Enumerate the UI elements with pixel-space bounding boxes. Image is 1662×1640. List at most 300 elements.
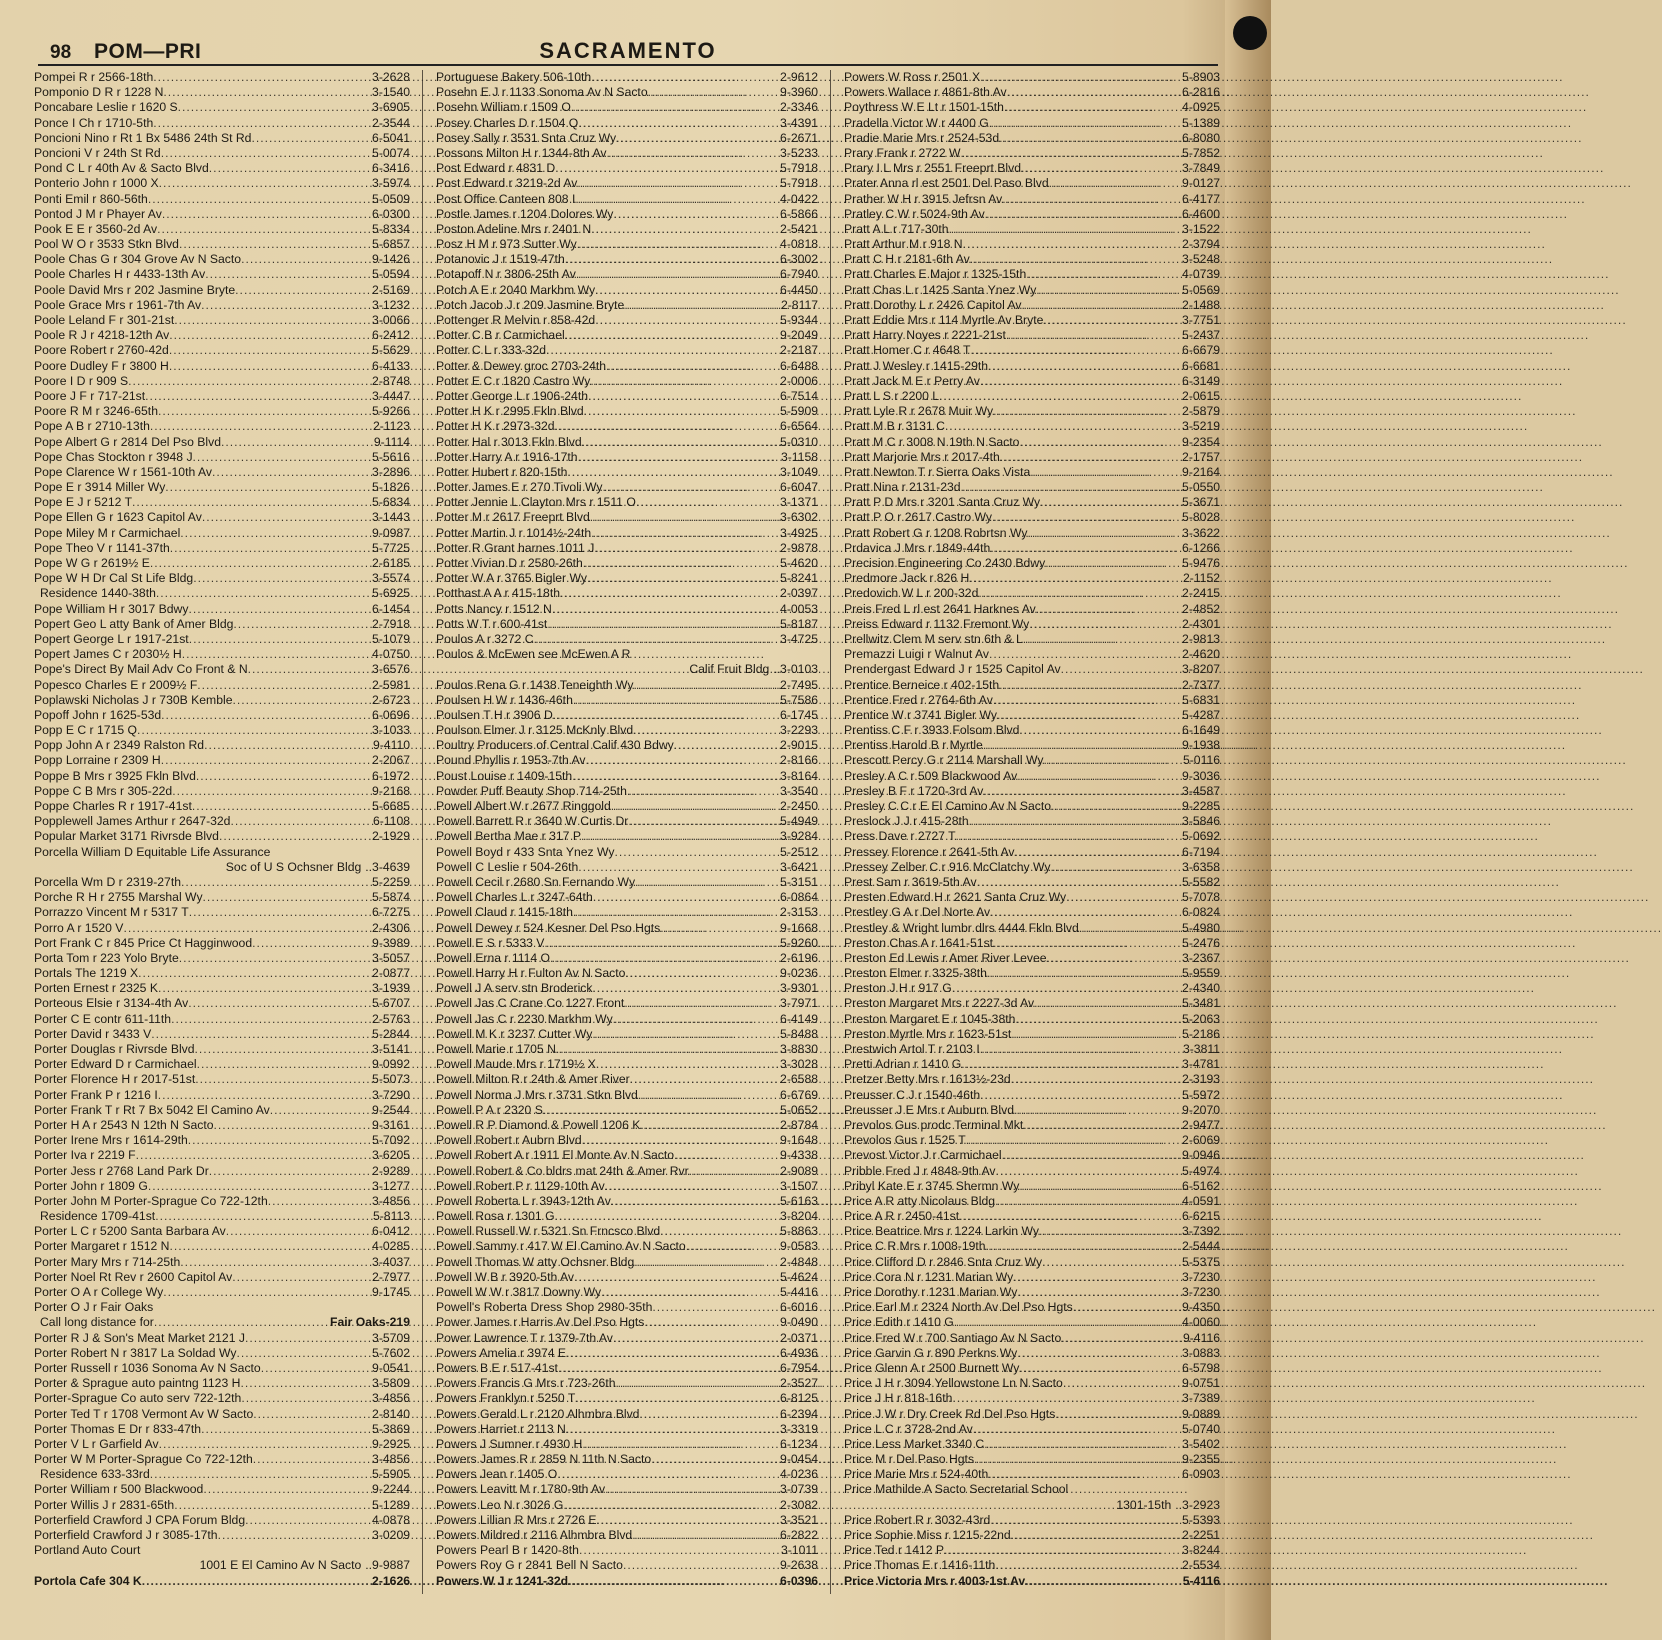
listing-continuation: [34, 860, 410, 875]
listing-entry: [34, 571, 410, 586]
phone-number: 2-5981: [372, 677, 410, 692]
listing-name: Powell Boyd r 433 Snta Ynez Wy: [436, 844, 615, 859]
listing-name: Powder Puff Beauty Shop 714-25th: [436, 783, 627, 798]
listing-name: Porcella Wm D r 2319-27th: [34, 874, 181, 889]
listing-name: Poore Dudley F r 3800 H: [34, 358, 169, 373]
leader-dots: [212, 465, 372, 480]
leader-dots: [555, 419, 780, 434]
phone-number: 3-4925: [780, 525, 818, 540]
listing-entry: [844, 1528, 1220, 1543]
leader-dots: [980, 1088, 1182, 1103]
listing-name: Powell Barrett R r 3640 W Curtis Dr: [436, 814, 629, 829]
phone-number: 5-0594: [372, 267, 410, 282]
listing-name: Pratt Newton T r Sierra Oaks Vista: [844, 464, 1031, 479]
phone-number: 3-0103: [780, 662, 818, 677]
listing-entry: [436, 1148, 818, 1163]
phone-number: 9-2354: [1182, 434, 1220, 449]
listing-entry: [436, 510, 818, 525]
phone-number: 3-4587: [1182, 783, 1220, 798]
phone-number: 2-9878: [780, 540, 818, 555]
listing-name: Preston Ed Lewis r Amer River Levee: [844, 950, 1047, 965]
listing-entry: [844, 1437, 1220, 1452]
listing-entry: [436, 343, 818, 358]
phone-number: 9-1114: [373, 434, 410, 449]
phone-number: 5-7602: [372, 1345, 410, 1360]
listing-entry: [436, 1179, 818, 1194]
leader-dots: [573, 905, 780, 920]
listing-name: Pratt Robert G r 1208 Robrtsn Wy: [844, 525, 1028, 540]
leader-dots: [226, 1224, 372, 1239]
phone-number: 3-2293: [780, 723, 818, 738]
listing-name: Prentice W r 3741 Bigler Wy: [844, 707, 997, 722]
listing-name: Presley A C r 509 Blackwood Av: [844, 768, 1018, 783]
listing-name: Price Glenn A r 2500 Burnett Wy: [844, 1360, 1020, 1375]
phone-number: 3-8204: [780, 1209, 818, 1224]
listing-name: Prentiss C F r 3933 Folsom Blvd: [844, 723, 1020, 738]
phone-number: 3-6576: [372, 662, 410, 677]
phone-number: 6-1454: [372, 601, 410, 616]
leader-dots: [956, 829, 1183, 844]
listing-name: Powers Roy G r 2841 Bell N Sacto: [436, 1558, 623, 1573]
phone-number: 2-0397: [780, 586, 818, 601]
listing-name: Porter David r 3433 V: [34, 1026, 152, 1041]
leader-dots: ..: [1175, 1497, 1183, 1512]
listing-name: Portuguese Bakery 506-10th: [436, 70, 592, 84]
listing-name: Pound Phyllis r 1953-7th Av: [436, 753, 586, 768]
phone-number: 9-3960: [780, 85, 818, 100]
listing-entry: [436, 617, 818, 632]
listing-entry: [436, 890, 818, 905]
listing-name: Porrazzo Vincent M r 5317 T: [34, 905, 189, 920]
phone-number: 2-2067: [372, 753, 410, 768]
listing-name: Pratt Dorothy L r 2426 Capitol Av: [844, 297, 1022, 312]
phone-number: 5-0310: [780, 434, 818, 449]
listing-name: Potter R Grant harnes 1011 J: [436, 540, 595, 555]
listing-name: Pribyl Kate E r 3745 Shermn Wy: [844, 1178, 1020, 1193]
listing-name: Price Robert R r 3032-43rd: [844, 1512, 991, 1527]
phone-number: 3-2367: [1182, 950, 1220, 965]
listing-name: Price Cora N r 1231 Marian Wy: [844, 1269, 1014, 1284]
phone-number: 9-0751: [1182, 1376, 1220, 1391]
listing-entry: [436, 1118, 818, 1133]
listing-entry: [844, 875, 1220, 890]
listing-entry: [436, 267, 818, 282]
listing-name: Prevolos Gus prodc Terminal Mkt: [844, 1117, 1024, 1132]
leader-dots: [584, 404, 780, 419]
listing-entry: [844, 404, 1220, 419]
listing-name: Powers W J r 1241-32d: [436, 1573, 569, 1588]
leader-dots: [219, 829, 372, 844]
phone-number: 6-6488: [780, 358, 818, 373]
leader-dots: [203, 1482, 372, 1497]
leader-dots: [578, 116, 780, 131]
phone-number: 3-4856: [372, 1193, 410, 1208]
leader-dots: [970, 252, 1182, 267]
leader-dots: [963, 237, 1183, 252]
leader-dots: [241, 1391, 372, 1406]
phone-number: 2-9612: [780, 70, 818, 84]
phone-number: 5-6707: [372, 996, 410, 1011]
phone-number: 2-6069: [1182, 1133, 1220, 1148]
listing-entry: [34, 510, 410, 525]
phone-number: 9-9887: [372, 1558, 410, 1573]
leader-dots: [959, 1209, 1182, 1224]
leader-dots: [583, 556, 780, 571]
leader-dots: [689, 1164, 780, 1179]
leader-dots: [132, 495, 372, 510]
listing-name: Potter Jennie L Clayton Mrs r 1511 O: [436, 495, 636, 510]
phone-number: 9-2355: [1182, 1452, 1220, 1467]
leader-dots: [1021, 161, 1182, 176]
phone-number: 6-5041: [372, 130, 410, 145]
listing-name: Pratt P O r 2617 Castro Wy: [844, 510, 992, 525]
listing-entry: [436, 784, 818, 799]
listing-entry: [34, 753, 410, 768]
phone-number: 2-2415: [1182, 586, 1220, 601]
phone-number: 9-3989: [372, 935, 410, 950]
phone-number: 3-0739: [780, 1482, 818, 1497]
leader-dots: [597, 1513, 781, 1528]
leader-dots: [605, 1179, 780, 1194]
listing-entry: [844, 389, 1220, 404]
phone-number: 3-1033: [372, 723, 410, 738]
leader-dots: [966, 1133, 1182, 1148]
leader-dots: [593, 890, 780, 905]
listing-entry: [844, 1407, 1220, 1422]
listing-entry: [436, 1209, 818, 1224]
leader-dots: [591, 222, 780, 237]
leader-dots: [233, 617, 372, 632]
leader-dots: [565, 328, 780, 343]
listing-entry: [436, 1452, 818, 1467]
listing-entry: [436, 921, 818, 936]
listing-name: Prest Sam r 3619-5th Av: [844, 874, 977, 889]
listing-entry: [436, 207, 818, 222]
leader-dots: [961, 146, 1183, 161]
listing-entry: [844, 313, 1220, 328]
listing-name: Ponti Emil r 860-56th: [34, 191, 148, 206]
listing-entry: [844, 784, 1220, 799]
listing-name: Preston J H r 917 G: [844, 981, 952, 996]
listing-entry: [436, 556, 818, 571]
phone-number: 2-6196: [780, 950, 818, 965]
listing-name: Powell Milton R r 24th & Amer River: [436, 1072, 630, 1087]
leader-dots: [203, 890, 373, 905]
listing-entry: [844, 70, 1220, 85]
phone-number: 5-5616: [372, 449, 410, 464]
listing-name: Price A R atty Nicolaus Bldg: [844, 1193, 996, 1208]
listing-name: Price Thomas E r 1416-11th: [844, 1558, 996, 1573]
leader-dots: ..: [365, 859, 373, 874]
listing-name: Potapoff N r 3806-25th Av: [436, 267, 576, 282]
listing-entry: [844, 100, 1220, 115]
leader-dots: [625, 966, 780, 981]
listing-entry: [34, 404, 410, 419]
listing-entry: [436, 723, 818, 738]
listing-entry: [436, 1498, 818, 1513]
phone-number: 3-4781: [1182, 1057, 1220, 1072]
listing-entry: [436, 419, 818, 434]
leader-dots: [151, 1027, 372, 1042]
listing-entry: [436, 100, 818, 115]
leader-dots: [961, 480, 1183, 495]
listing-name: Pratt M B r 3131 C: [844, 419, 945, 434]
leader-dots: [550, 951, 780, 966]
listing-entry: [34, 662, 410, 677]
listing-name: Porter-Sprague Co auto serv 722-12th: [34, 1391, 242, 1406]
listing-entry: [34, 602, 410, 617]
leader-dots: [1011, 1528, 1182, 1543]
listing-name: Pratt C H r 2181-6th Av: [844, 252, 970, 267]
listing-name: Pratt Charles E Major r 1325-15th: [844, 267, 1027, 282]
listing-name: Powell Jas C Crane Co 1227 Front: [436, 996, 625, 1011]
leader-dots: [587, 571, 780, 586]
listing-entry: [34, 1057, 410, 1072]
leader-dots: [169, 328, 372, 343]
listing-entry: [436, 176, 818, 191]
leader-dots: [189, 632, 372, 647]
leader-dots: [574, 1270, 780, 1285]
listing-name: Popert James C r 2030½ H: [34, 647, 182, 662]
listing-name: Powell Thomas W atty Ochsner Bldg: [436, 1254, 635, 1269]
listing-name: Powell Harry H r Fulton Av N Sacto: [436, 966, 626, 981]
phone-number: 2-5444: [1182, 1239, 1220, 1254]
leader-dots: [138, 966, 372, 981]
leader-dots: [1019, 1361, 1182, 1376]
listing-entry: [844, 1088, 1220, 1103]
phone-number: 2-0615: [1182, 388, 1220, 403]
leader-dots: [576, 267, 780, 282]
leader-dots: [546, 343, 780, 358]
listing-entry: [436, 845, 818, 860]
phone-number: 2-9813: [1182, 631, 1220, 646]
listing-name: Preston Myrtle Mrs r 1623-51st: [844, 1026, 1012, 1041]
listing-name: Posehn William r 1509 O: [436, 100, 571, 115]
leader-dots: [158, 404, 372, 419]
listing-entry: [34, 1437, 410, 1452]
phone-number: 5-8241: [780, 571, 818, 586]
listing-entry: [844, 1118, 1220, 1133]
listing-name: Pope W G r 2619½ E: [34, 556, 150, 570]
listing-entry: [436, 1407, 818, 1422]
leader-dots: [952, 981, 1182, 996]
listing-name: Prdavica J Mrs r 1849-44th: [844, 540, 991, 555]
leader-dots: [989, 647, 1182, 662]
listing-entry: [436, 1376, 818, 1391]
leader-dots: [595, 283, 780, 298]
phone-number: 3-4856: [372, 1452, 410, 1467]
listing-continuation: [34, 1558, 410, 1573]
listing-name: Porter Frank T r Rt 7 Bx 5042 El Camino Av: [34, 1102, 270, 1117]
phone-number: 2-3346: [780, 100, 818, 115]
leader-dots: [209, 1164, 372, 1179]
leader-dots: [162, 207, 372, 222]
listing-name: Porten Ernest r 2325 K: [34, 981, 158, 996]
listing-entry: [436, 693, 818, 708]
listing-name: Powers J Sumner r 4930 H: [436, 1436, 583, 1451]
phone-number: 3-2896: [372, 464, 410, 479]
phone-number: 5-4116: [1182, 1573, 1220, 1588]
listing-entry: [34, 738, 410, 753]
listing-entry: [436, 753, 818, 768]
listing-entry: [844, 996, 1220, 1011]
phone-number: 5-5874: [372, 890, 410, 905]
listing-name: Price Beatrice Mrs r 1224 Larkin Wy: [844, 1224, 1039, 1239]
listing-entry: [436, 1224, 818, 1239]
leader-dots: [145, 389, 372, 404]
listing-entry: [436, 875, 818, 890]
phone-number: 3-5057: [372, 950, 410, 965]
leader-dots: [240, 1376, 372, 1391]
phone-number: 3-7230: [1182, 1285, 1220, 1299]
leader-dots: [156, 586, 372, 601]
leader-dots: [209, 161, 372, 176]
listing-name: Porter Russell r 1036 Sonoma Av N Sacto: [34, 1360, 261, 1375]
leader-dots: [568, 1574, 780, 1589]
leader-dots: [999, 131, 1182, 146]
phone-number: 2-5169: [372, 282, 410, 297]
phone-number: 6-0396: [780, 1573, 818, 1588]
listing-name: Poore I D r 909 S: [34, 373, 129, 388]
listing-name: Porter John M Porter-Sprague Co 722-12th: [34, 1193, 268, 1208]
leader-dots: [174, 313, 372, 328]
phone-number: 3-5141: [372, 1042, 410, 1056]
leader-dots: [557, 1467, 780, 1482]
phone-number: 2-7495: [780, 677, 818, 692]
listing-name: Preis Fred L rl est 2641 Harknes Av: [844, 601, 1036, 616]
leader-dots: [1042, 1255, 1182, 1270]
listing-entry: [436, 298, 818, 313]
leader-dots: [1006, 328, 1182, 343]
listing-name: Posehn E J r 1133 Sonoma Av N Sacto: [436, 85, 648, 100]
leader-dots: ..: [773, 662, 781, 677]
listing-entry: [34, 526, 410, 541]
phone-number: 9-0889: [1182, 1406, 1220, 1421]
phone-number: 6-2394: [780, 1406, 818, 1421]
listing-entry: [34, 541, 410, 556]
listing-entry: [844, 131, 1220, 146]
leader-dots: [1029, 617, 1182, 632]
phone-number: 6-0824: [1182, 905, 1220, 920]
leader-dots: [153, 70, 372, 85]
listing-entry: [844, 1391, 1220, 1406]
phone-number: 9-1745: [372, 1285, 410, 1299]
listing-entry: [34, 678, 410, 693]
listing-name: Price Garvin G r 890 Perkns Wy: [844, 1345, 1018, 1360]
listing-entry: [436, 161, 818, 176]
listing-entry: [844, 921, 1220, 936]
phone-number: 2-0877: [372, 966, 410, 981]
phone-number: 6-3416: [372, 161, 410, 176]
phone-number: 9-2285: [1182, 799, 1220, 813]
listing-entry: [844, 905, 1220, 920]
leader-dots: [983, 784, 1182, 799]
leader-dots: [1039, 1224, 1182, 1239]
leader-dots: [1061, 1331, 1183, 1346]
listing-entry: [34, 951, 410, 966]
phone-number: 5-8113: [372, 1209, 410, 1224]
listing-name: Price Victoria Mrs r 4003-1st Av: [844, 1573, 1026, 1588]
listing-name: Power James r Harris Av Del Pso Hgts: [436, 1315, 645, 1330]
listing-name: Powell W B r 3920-5th Av: [436, 1269, 574, 1284]
listing-entry: [436, 951, 818, 966]
leader-dots: [674, 738, 780, 753]
listing-entry: [34, 1255, 410, 1270]
listing-entry: [844, 723, 1220, 738]
leader-dots: [652, 1300, 780, 1315]
leader-dots: [159, 176, 372, 191]
leader-dots: [1011, 1027, 1182, 1042]
listing-entry: [436, 1361, 818, 1376]
listing-name: Potter Harry A r 1916-17th: [436, 449, 578, 464]
listing-entry: [844, 1103, 1220, 1118]
leader-dots: [195, 1042, 373, 1057]
phone-number: 9-0946: [1182, 1148, 1220, 1163]
listing-entry: [34, 784, 410, 799]
listing-name: Porter Robert N r 3817 La Soldad Wy: [34, 1345, 237, 1360]
phone-number: 9-2638: [780, 1558, 818, 1573]
leader-dots: [189, 905, 372, 920]
listing-name: Powell C Leslie r 504-26th: [436, 859, 579, 874]
listing-entry: [436, 450, 818, 465]
leader-dots: [150, 556, 372, 571]
listing-entry: [34, 70, 410, 85]
listing-name: Powers Jean r 1405 O: [436, 1467, 558, 1482]
listing-entry: [34, 1574, 410, 1589]
leader-dots: [555, 1209, 780, 1224]
phone-number: 4-0060: [1182, 1315, 1220, 1330]
phone-number: 3-6905: [372, 100, 410, 115]
phone-number: 3-7392: [1182, 1224, 1220, 1239]
leader-dots: [218, 1528, 372, 1543]
listing-entry: [436, 1194, 818, 1209]
phone-number: 2-8117: [780, 297, 818, 312]
listing-name: Posey Sally r 3531 Snta Cruz Wy: [436, 130, 617, 145]
listing-name: Price Edith r 1410 G: [844, 1315, 954, 1330]
phone-number: 4-0236: [780, 1467, 818, 1482]
leader-dots: [1043, 313, 1182, 328]
listing-entry: [436, 814, 818, 829]
listing-entry: [34, 1133, 410, 1148]
listing-entry: [34, 1012, 410, 1027]
phone-number: 6-4149: [780, 1011, 818, 1026]
phone-number: 3-4725: [780, 631, 818, 646]
listing-name: Poore J F r 717-21st: [34, 388, 146, 403]
leader-dots: [544, 936, 780, 951]
listing-name: Powers Amelia r 3974 E: [436, 1345, 567, 1360]
leader-dots: [996, 1164, 1183, 1179]
phone-number: 5-2063: [1182, 1011, 1220, 1026]
listing-name: Prestley & Wright lumbr dlrs 4444 Fkln Blvd: [844, 920, 1079, 935]
leader-dots: [939, 389, 1182, 404]
listing-name: Pope E r 3914 Miller Wy: [34, 480, 166, 495]
leader-dots: [973, 1422, 1182, 1437]
listing-name: Premazzi Luigi r Walnut Av: [844, 647, 989, 662]
listing-entry: [34, 419, 410, 434]
listing-entry: [436, 283, 818, 298]
listing-name: Porteous Elsie r 3134-4th Av: [34, 996, 189, 1011]
leader-dots: [616, 131, 780, 146]
listing-entry: [436, 404, 818, 419]
leader-dots: [995, 1194, 1182, 1209]
listing-entry: [844, 1057, 1220, 1072]
leader-dots: [1019, 723, 1182, 738]
phone-number: 4-0053: [780, 601, 818, 616]
phone-number: 5-4974: [1182, 1163, 1220, 1178]
leader-dots: [575, 192, 780, 207]
leader-dots: [197, 1057, 372, 1072]
leader-dots: [169, 343, 372, 358]
